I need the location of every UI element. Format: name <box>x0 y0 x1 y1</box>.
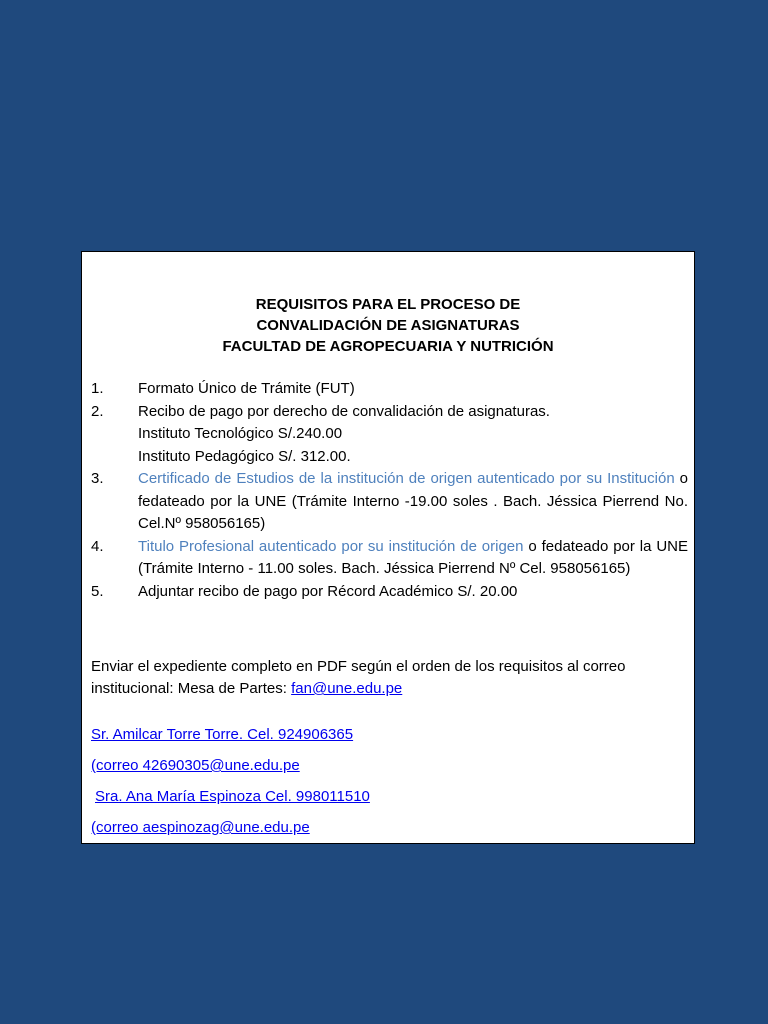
requirement-text: Recibo de pago por derecho de convalidación de asignaturas. <box>138 402 550 420</box>
fee-pedagogico: Instituto Pedagógico S/. 312.00. <box>138 447 351 465</box>
requirement-number: 5. <box>91 582 104 600</box>
document-title <box>82 294 694 357</box>
requirement-text <box>138 536 688 581</box>
fee-tecnologico: Instituto Tecnológico S/.240.00 <box>138 425 343 442</box>
requirement-item-4 <box>91 536 688 581</box>
send-instructions <box>91 656 688 700</box>
requirement-number: 1. <box>91 380 104 397</box>
requirements-list <box>91 378 688 603</box>
contact-amilcar-link[interactable]: Sr. Amilcar Torre Torre. Cel. 924906365 <box>91 726 354 743</box>
title-line-3: FACULTAD DE AGROPECUARIA Y NUTRICIÓN <box>222 338 554 355</box>
title-line-2: CONVALIDACIÓN DE ASIGNATURAS <box>256 317 520 334</box>
requirement-highlight: Certificado de Estudios de la institución de origen autenticado por su Institución <box>138 470 675 487</box>
requirement-text: Formato Único de Trámite (FUT) <box>138 380 355 397</box>
requirement-text: Adjuntar recibo de pago por Récord Académico S/. 20.00 <box>138 582 518 600</box>
requirement-detail: o fedateado por la UNE (Trámite Interno - 11.00 soles. Bach. Jéssica Pierrend Nº Cel. 958056165) <box>138 537 688 577</box>
title-line-1: REQUISITOS PARA EL PROCESO DE <box>255 296 521 313</box>
requirement-item-3 <box>91 468 688 536</box>
requirement-number: 2. <box>91 402 104 420</box>
requirements-document <box>81 251 695 844</box>
contact-ana-maria-email-link[interactable]: (correo aespinozag@une.edu.pe <box>91 819 310 836</box>
requirement-item-2 <box>91 401 688 469</box>
requirement-highlight: Titulo Profesional autenticado por su institución de origen <box>138 537 524 555</box>
requirement-number: 4. <box>91 537 104 555</box>
send-instruction-text: Enviar el expediente completo en PDF según el orden de los requisitos al correo institucional: Mesa de Partes: <box>91 658 626 697</box>
requirement-item-5 <box>91 581 688 604</box>
requirement-detail: o fedateado por la UNE (Trámite Interno -19.00 soles . Bach. Jéssica Pierrend No. Cel.Nº 958056165) <box>138 470 688 532</box>
requirement-number: 3. <box>91 470 104 487</box>
requirement-text <box>138 468 688 536</box>
requirement-item-1 <box>91 378 688 401</box>
mesa-de-partes-email-link[interactable]: fan@une.edu.pe <box>291 680 403 697</box>
contact-amilcar-email-link[interactable]: (correo 42690305@une.edu.pe <box>91 757 300 774</box>
contact-ana-maria-link[interactable]: Sra. Ana María Espinoza Cel. 998011510 <box>95 788 370 805</box>
